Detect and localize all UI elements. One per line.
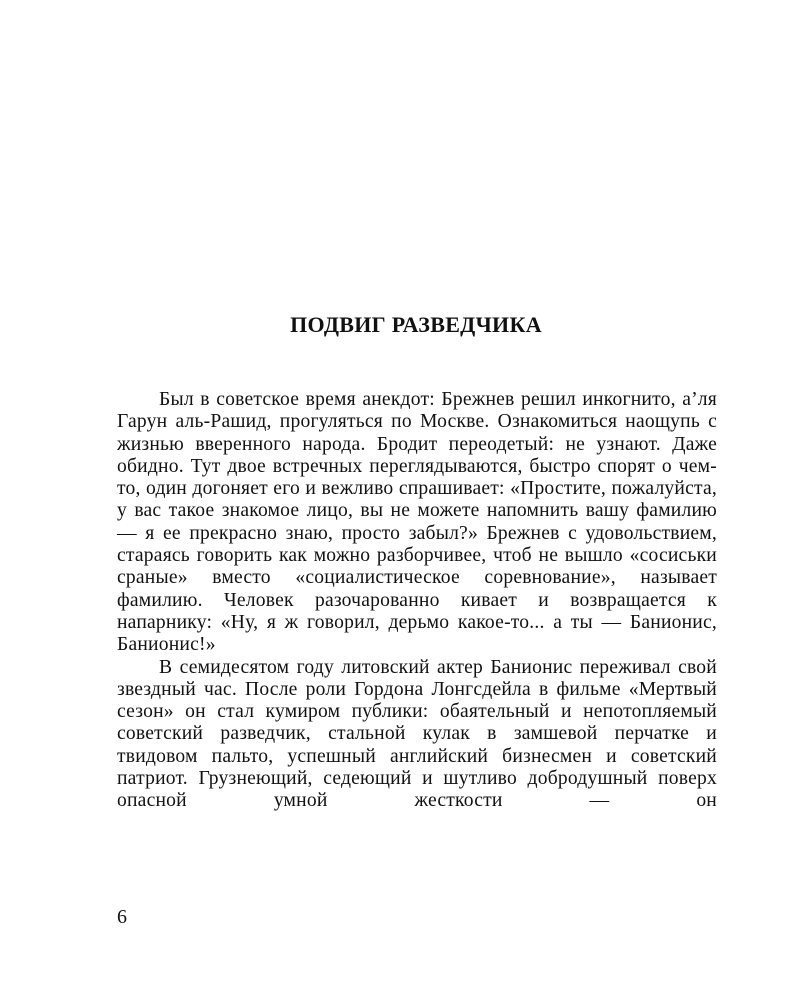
paragraph: В семидесятом году литовский актер Банионис переживал свой звездный час. После роли Гордона Лонгсдейла в фильме «Мертвый сезон» он стал кумиром публики: обаятельный и непотопляемый советский разведчик, стальной кулак в замшевой перчатке и твидовом пальто, успешный английский бизнесмен и советский патриот. Грузнеющий, седеющий и шутливо добродушный поверх опасной умной жесткости — он: [117, 656, 717, 812]
page-number: 6: [117, 906, 127, 928]
chapter-title: ПОДВИГ РАЗВЕДЧИКА: [290, 312, 542, 337]
body-text: [117, 389, 717, 813]
paragraph: Был в советское время анекдот: Брежнев решил инкогнито, а’ля Гарун аль-Рашид, прогуляться по Москве. Ознакомиться наощупь с жизнью вверенного народа. Бродит переодетый: не узнают. Даже обидно. Тут двое встречных переглядываются, быстро спорят о чем-то, один догоняет его и вежливо спрашивает: «Простите, пожалуйста, у вас такое знакомое лицо, вы не можете напомнить вашу фамилию — я ее прекрасно знаю, просто забыл?» Брежнев с удовольствием, стараясь говорить как можно разборчивее, чтоб не вышло «сосиськи сраные» вместо «социалистическое соревнование», называет фамилию. Человек разочарованно кивает и возвращается к напарнику: «Ну, я ж говорил, дерьмо какое-то... а ты — Банионис, Банионис!»: [117, 389, 717, 656]
